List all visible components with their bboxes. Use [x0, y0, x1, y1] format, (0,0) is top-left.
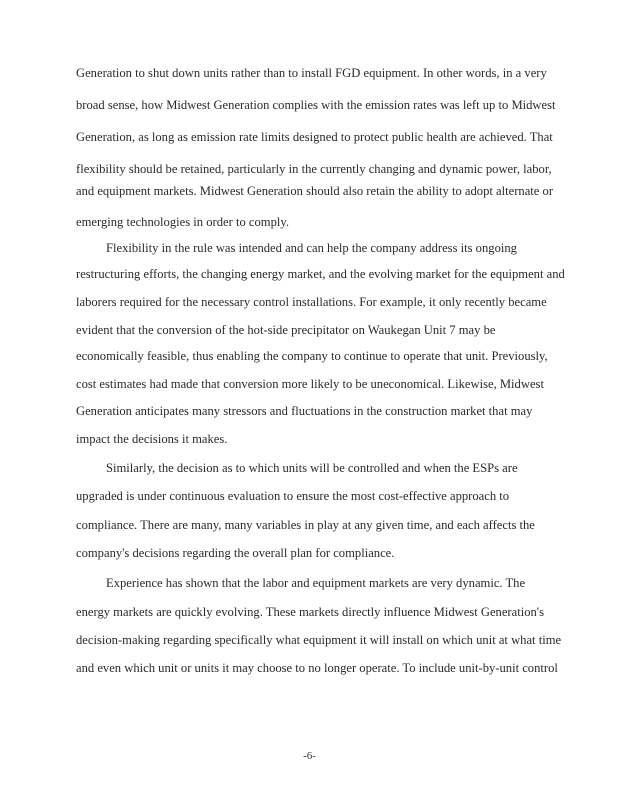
paragraph-3-line-1: Similarly, the decision as to which units will be controlled and when the ESPs are [106, 461, 518, 475]
paragraph-1-line-6: emerging technologies in order to comply. [76, 215, 289, 229]
page-number: -6- [303, 750, 316, 762]
paragraph-1-line-5: and equipment markets. Midwest Generation should also retain the ability to adopt alternate or [76, 184, 554, 198]
paragraph-3-line-2: upgraded is under continuous evaluation to ensure the most cost-effective approach to [76, 489, 510, 503]
paragraph-2-line-2: restructuring efforts, the changing energy market, and the evolving market for the equipment and [76, 267, 565, 281]
paragraph-2-line-3: laborers required for the necessary control installations. For example, it only recently became [76, 295, 547, 309]
paragraph-1-line-1: Generation to shut down units rather than to install FGD equipment. In other words, in a very [76, 66, 547, 80]
paragraph-2-line-8: impact the decisions it makes. [76, 432, 228, 446]
paragraph-1-line-3: Generation, as long as emission rate limits designed to protect public health are achieved. That [76, 130, 553, 144]
paragraph-4-line-4: and even which unit or units it may choose to no longer operate. To include unit-by-unit control [76, 661, 558, 675]
paragraph-1-line-2: broad sense, how Midwest Generation complies with the emission rates was left up to Midwest [76, 98, 556, 112]
paragraph-3-line-3: compliance. There are many, many variables in play at any given time, and each affects the [76, 518, 535, 532]
paragraph-2-line-6: cost estimates had made that conversion more likely to be uneconomical. Likewise, Midwest [76, 377, 544, 391]
paragraph-4-line-2: energy markets are quickly evolving. These markets directly influence Midwest Generation's [76, 605, 544, 619]
paragraph-1-line-4: flexibility should be retained, particularly in the currently changing and dynamic power, labor, [76, 162, 552, 176]
paragraph-3-line-4: company's decisions regarding the overall plan for compliance. [76, 546, 395, 560]
paragraph-2-line-7: Generation anticipates many stressors and fluctuations in the construction market that may [76, 404, 533, 418]
paragraph-2-line-4: evident that the conversion of the hot-side precipitator on Waukegan Unit 7 may be [76, 323, 496, 337]
paragraph-2-line-1: Flexibility in the rule was intended and can help the company address its ongoing [106, 241, 517, 255]
paragraph-4-line-1: Experience has shown that the labor and equipment markets are very dynamic. The [106, 576, 526, 590]
paragraph-4-line-3: decision-making regarding specifically what equipment it will install on which unit at what time [76, 633, 562, 647]
paragraph-2-line-5: economically feasible, thus enabling the company to continue to operate that unit. Previously, [76, 349, 548, 363]
